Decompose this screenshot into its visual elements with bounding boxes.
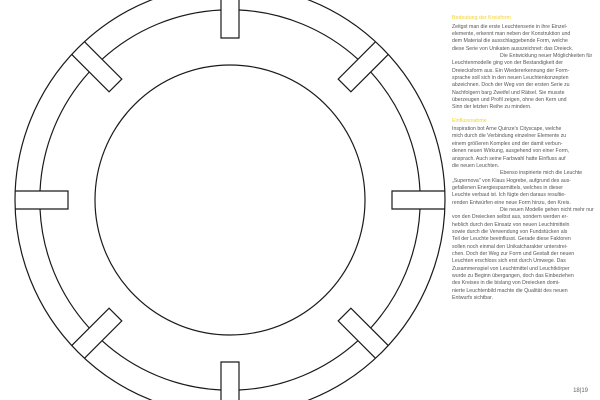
text-line: wurde zu Beginn übergangen, doch das Einbeziehen [452,273,574,279]
gear-spoke [221,362,239,400]
text-line: Leuchtenmodelle ging von der Bestandigkeit der [452,60,564,67]
text-line: „Supernova" von Klaus Hogrebe, aufgrund des aus- [452,177,571,184]
text-line: Teil der Leuchte beeinflusst. Gerade diese Faktoren [452,236,571,243]
text-line: einem größeren Komplex und der damit verbun- [452,140,563,147]
section-body [452,24,594,112]
gear-band-arc [102,10,221,59]
text-line: renden Entwürfen eine neue Form hinzu, den Kreis. [452,199,571,206]
text-line: die neuen Leuchten. [452,162,500,169]
gear-band-arc [371,209,420,328]
gear-band-arc [371,72,420,191]
text-line: Inspiration bot Arne Quinze's Cityscape, welche [452,126,562,133]
gear-band-arc [40,72,89,191]
section-body [452,126,594,302]
text-line: überzeugen und Profil zeigen, ohne den Kern und [452,96,567,103]
text-line: von den Dreiecken selbst aus, sondern werden er- [452,214,568,221]
text-line: sprache soll sich in den neuen Leuchtenkonzepten [452,74,569,81]
text-line: Nachfolgern barg Zweifel und Rätsel. Sie musste [452,89,565,96]
text-line: Entwurfs sichtbar. [452,295,493,302]
text-line: denen neuen Wirkung, ausgehend von einer Form, [452,148,570,155]
text-line: Leuchten erschloss sich erst durch Umwege. Das [452,258,566,265]
text-column [452,15,594,302]
text-line: nierte Leuchtenbild machte die Qualität des neuen [452,287,568,294]
text-line: gefallenen Energiesparmittels, welches in dieser [452,184,564,191]
text-line: sowie durch die Verwendung von Fundstücken als [452,228,568,235]
gear-band-arc [102,341,221,390]
gear-spoke [15,191,68,209]
text-line: abzeichnen. Doch der Weg von der ersten Serie zu [452,82,570,89]
gear-spokes [15,0,445,400]
gear-band-arc [40,209,89,328]
text-line: mich durch die Verbindung einzelner Elemente zu [452,133,567,140]
section-bedeutung [452,15,594,112]
text-line: Die Entwicklung neuer Möglichkeiten für [500,52,593,59]
text-line: diese Serie von Unikaten ausszeichnet: das Dreieck. [452,45,574,52]
page-number: 18|19 [573,388,588,394]
section-einflussnahme [452,118,594,303]
text-line: Die neuen Modelle gehen nicht mehr nur [500,206,594,213]
text-line: sollen noch einmal den Unikatcharakter unterstrei- [452,243,568,250]
text-line: ansprach. Auch seine Farbwahl hatte Einfluss auf [452,155,566,162]
text-line: des Kreises in die bislang von Dreiecken domi- [452,280,560,287]
text-line: Zusammenspiel von Leuchtmittel und Leuchtkörper [452,265,570,272]
text-line: Sinn der letzten Reihe zu mindern. [452,104,532,111]
inner-circle [95,65,365,335]
section-heading: Bedeutung der Kreisform [452,15,511,21]
text-line: Ebenso inspirierte mich die Leuchte [500,170,583,177]
gear-band-arc [239,10,358,59]
text-line: Zeitgst man die erste Leuchtenserie in ihre Einzel- [452,23,568,30]
text-line: dem Material die ausschlaggebende Form, welche [452,38,568,45]
text-line: Dreiecksform aus. Ein Wiedererkennung der Form- [452,67,570,74]
text-line: Leuchte verbaut ist. Ich fügte den daraus resultie- [452,192,566,199]
text-line: chen. Doch der Weg zur Form und Gestalt der neuen [452,250,575,257]
gear-spoke [392,191,445,209]
outer-ring-arc [15,0,445,400]
section-heading: Einflussnahme [452,117,487,124]
gear-spoke [221,0,239,38]
text-line: heblich durch den Einsatz von neuen Leuchtmitteln [452,221,570,228]
text-line: elemente, erkennt man neben der Konstruktion und [452,30,571,37]
gear-band-arc [239,341,358,390]
